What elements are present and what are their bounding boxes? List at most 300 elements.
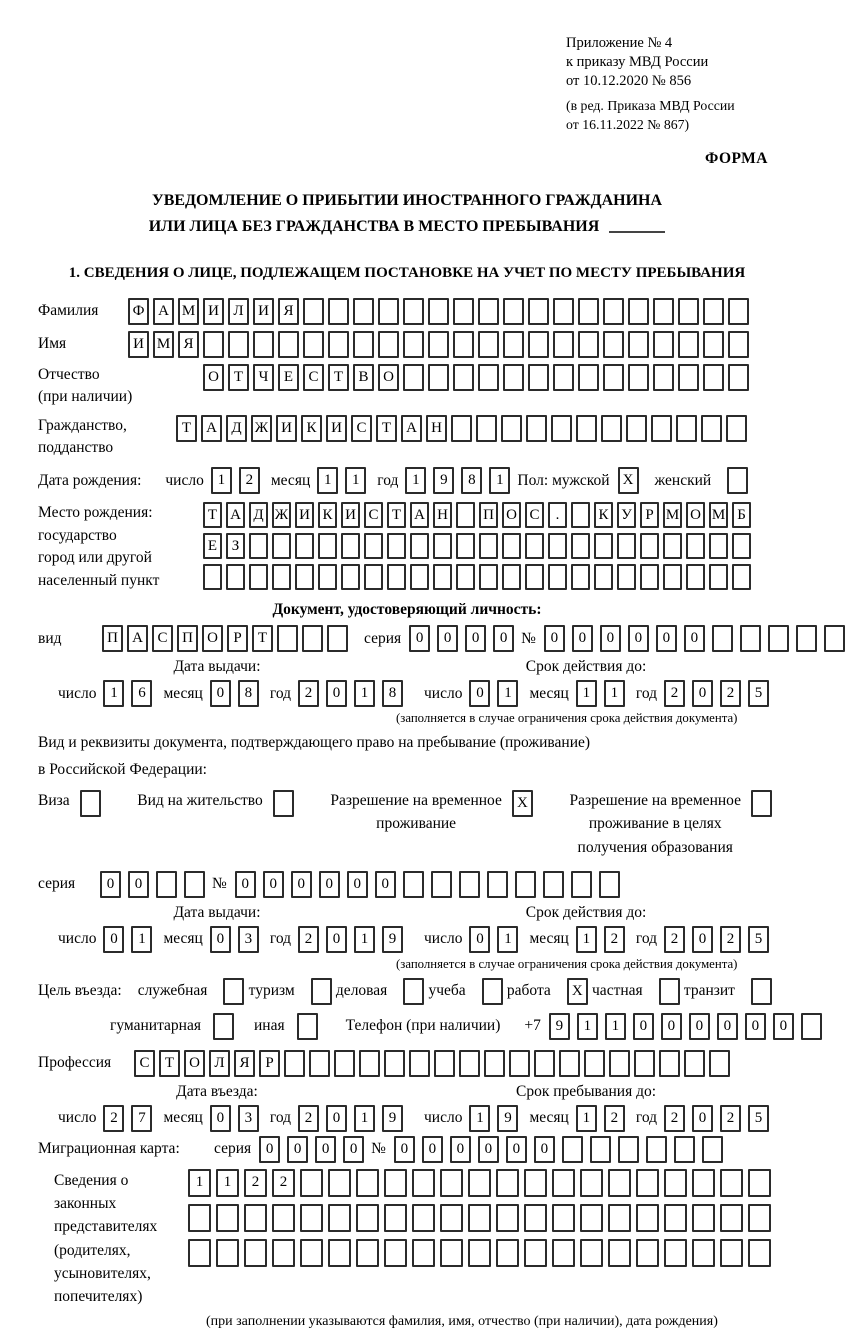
char-box[interactable] [387, 533, 406, 559]
migration-card-series-boxes[interactable] [259, 1136, 371, 1163]
char-box[interactable] [534, 1050, 555, 1077]
char-box[interactable] [732, 533, 751, 559]
char-box[interactable] [203, 564, 222, 590]
char-box[interactable] [356, 1204, 379, 1232]
char-box[interactable]: 0 [478, 1136, 499, 1163]
char-box[interactable]: Л [209, 1050, 230, 1077]
char-box[interactable]: 3 [238, 1105, 259, 1132]
char-box[interactable]: Д [249, 502, 268, 528]
char-box[interactable] [364, 564, 383, 590]
char-box[interactable] [484, 1050, 505, 1077]
entry-year-boxes[interactable] [298, 1105, 410, 1132]
char-box[interactable]: Н [426, 415, 447, 442]
char-box[interactable] [433, 564, 452, 590]
char-box[interactable]: 0 [210, 1105, 231, 1132]
char-box[interactable] [609, 1050, 630, 1077]
char-box[interactable]: М [709, 502, 728, 528]
birthplace-row1-boxes[interactable] [203, 502, 755, 528]
char-box[interactable]: И [295, 502, 314, 528]
char-box[interactable] [594, 564, 613, 590]
char-box[interactable] [496, 1169, 519, 1197]
char-box[interactable]: 5 [748, 680, 769, 707]
char-box[interactable] [409, 1050, 430, 1077]
char-box[interactable]: Н [433, 502, 452, 528]
char-box[interactable] [223, 978, 244, 1005]
char-box[interactable] [356, 1239, 379, 1267]
char-box[interactable]: Т [387, 502, 406, 528]
char-box[interactable]: 0 [544, 625, 565, 652]
char-box[interactable] [801, 1013, 822, 1040]
char-box[interactable] [580, 1169, 603, 1197]
char-box[interactable]: 2 [720, 1105, 741, 1132]
char-box[interactable]: 1 [469, 1105, 490, 1132]
char-box[interactable] [618, 1136, 639, 1163]
char-box[interactable] [302, 625, 323, 652]
char-box[interactable] [459, 871, 480, 898]
char-box[interactable] [328, 1239, 351, 1267]
char-box[interactable]: 1 [131, 926, 152, 953]
char-box[interactable]: 8 [461, 467, 482, 494]
char-box[interactable] [295, 533, 314, 559]
char-box[interactable]: X [567, 978, 588, 1005]
char-box[interactable] [303, 331, 324, 358]
char-box[interactable]: 1 [497, 926, 518, 953]
char-box[interactable] [428, 298, 449, 325]
char-box[interactable]: 0 [128, 871, 149, 898]
char-box[interactable]: 0 [684, 625, 705, 652]
char-box[interactable]: 2 [298, 926, 319, 953]
char-box[interactable]: 0 [600, 625, 621, 652]
char-box[interactable] [703, 331, 724, 358]
char-box[interactable] [571, 502, 590, 528]
char-box[interactable] [502, 533, 521, 559]
char-box[interactable] [341, 533, 360, 559]
char-box[interactable]: Р [227, 625, 248, 652]
char-box[interactable] [578, 331, 599, 358]
char-box[interactable]: М [153, 331, 174, 358]
stay-valid-day-boxes[interactable] [469, 926, 525, 953]
char-box[interactable] [608, 1169, 631, 1197]
char-box[interactable]: К [594, 502, 613, 528]
legal-reps-row3-boxes[interactable] [188, 1239, 776, 1267]
option-temp-residence-education-checkbox[interactable] [751, 789, 776, 817]
char-box[interactable] [659, 978, 680, 1005]
citizenship-boxes[interactable] [176, 415, 751, 442]
char-box[interactable] [300, 1169, 323, 1197]
char-box[interactable] [524, 1239, 547, 1267]
stay-issue-day-boxes[interactable] [103, 926, 159, 953]
char-box[interactable] [479, 564, 498, 590]
char-box[interactable]: 9 [549, 1013, 570, 1040]
char-box[interactable] [552, 1169, 575, 1197]
char-box[interactable]: 0 [450, 1136, 471, 1163]
char-box[interactable] [663, 533, 682, 559]
char-box[interactable]: У [617, 502, 636, 528]
char-box[interactable]: 1 [576, 680, 597, 707]
char-box[interactable]: О [502, 502, 521, 528]
char-box[interactable] [628, 331, 649, 358]
char-box[interactable]: К [301, 415, 322, 442]
char-box[interactable] [328, 298, 349, 325]
char-box[interactable]: Т [252, 625, 273, 652]
entry-month-boxes[interactable] [210, 1105, 266, 1132]
char-box[interactable] [487, 871, 508, 898]
char-box[interactable] [478, 364, 499, 391]
char-box[interactable]: 2 [239, 467, 260, 494]
char-box[interactable] [353, 331, 374, 358]
char-box[interactable] [410, 564, 429, 590]
char-box[interactable] [636, 1169, 659, 1197]
char-box[interactable] [526, 415, 547, 442]
char-box[interactable]: 0 [210, 926, 231, 953]
char-box[interactable]: Т [159, 1050, 180, 1077]
char-box[interactable] [640, 533, 659, 559]
char-box[interactable] [213, 1013, 234, 1040]
char-box[interactable]: О [378, 364, 399, 391]
option-visa-checkbox[interactable] [80, 789, 105, 817]
char-box[interactable] [590, 1136, 611, 1163]
char-box[interactable] [478, 331, 499, 358]
char-box[interactable]: А [153, 298, 174, 325]
char-box[interactable]: 0 [409, 625, 430, 652]
char-box[interactable]: X [618, 467, 639, 494]
char-box[interactable] [571, 533, 590, 559]
char-box[interactable]: 0 [315, 1136, 336, 1163]
char-box[interactable] [478, 298, 499, 325]
char-box[interactable] [297, 1013, 318, 1040]
char-box[interactable] [482, 978, 503, 1005]
phone-boxes[interactable] [549, 1013, 829, 1040]
char-box[interactable]: 0 [326, 680, 347, 707]
char-box[interactable] [543, 871, 564, 898]
char-box[interactable]: 2 [720, 926, 741, 953]
char-box[interactable]: Д [226, 415, 247, 442]
char-box[interactable]: 0 [291, 871, 312, 898]
char-box[interactable] [378, 331, 399, 358]
char-box[interactable] [524, 1169, 547, 1197]
char-box[interactable] [653, 364, 674, 391]
birth-day-boxes[interactable] [211, 467, 267, 494]
char-box[interactable] [356, 1169, 379, 1197]
char-box[interactable] [571, 564, 590, 590]
char-box[interactable] [712, 625, 733, 652]
char-box[interactable]: 2 [298, 1105, 319, 1132]
char-box[interactable]: А [201, 415, 222, 442]
char-box[interactable] [403, 978, 424, 1005]
char-box[interactable]: 0 [326, 1105, 347, 1132]
char-box[interactable]: К [318, 502, 337, 528]
char-box[interactable] [384, 1204, 407, 1232]
char-box[interactable]: 2 [298, 680, 319, 707]
char-box[interactable] [584, 1050, 605, 1077]
id-doc-type-boxes[interactable] [102, 625, 352, 652]
char-box[interactable] [328, 1169, 351, 1197]
char-box[interactable]: М [178, 298, 199, 325]
char-box[interactable]: 0 [343, 1136, 364, 1163]
char-box[interactable] [603, 331, 624, 358]
char-box[interactable] [226, 564, 245, 590]
char-box[interactable] [528, 364, 549, 391]
char-box[interactable] [594, 533, 613, 559]
char-box[interactable] [412, 1239, 435, 1267]
char-box[interactable]: 1 [103, 680, 124, 707]
char-box[interactable]: 1 [216, 1169, 239, 1197]
char-box[interactable]: А [226, 502, 245, 528]
char-box[interactable] [515, 871, 536, 898]
char-box[interactable] [678, 331, 699, 358]
char-box[interactable] [249, 533, 268, 559]
char-box[interactable] [456, 533, 475, 559]
char-box[interactable] [548, 564, 567, 590]
id-valid-year-boxes[interactable] [664, 680, 776, 707]
char-box[interactable] [403, 871, 424, 898]
char-box[interactable] [272, 533, 291, 559]
char-box[interactable] [216, 1239, 239, 1267]
char-box[interactable] [634, 1050, 655, 1077]
char-box[interactable] [327, 625, 348, 652]
char-box[interactable] [244, 1239, 267, 1267]
char-box[interactable]: Е [203, 533, 222, 559]
char-box[interactable]: 0 [745, 1013, 766, 1040]
char-box[interactable] [387, 564, 406, 590]
char-box[interactable]: И [253, 298, 274, 325]
char-box[interactable]: Т [176, 415, 197, 442]
patronymic-boxes[interactable] [203, 364, 753, 391]
char-box[interactable]: 0 [103, 926, 124, 953]
id-doc-series-boxes[interactable] [409, 625, 521, 652]
char-box[interactable] [553, 364, 574, 391]
char-box[interactable]: 9 [497, 1105, 518, 1132]
char-box[interactable]: В [353, 364, 374, 391]
char-box[interactable]: П [479, 502, 498, 528]
purpose-work-checkbox[interactable] [567, 978, 592, 1005]
profession-boxes[interactable] [134, 1050, 734, 1077]
firstname-boxes[interactable] [128, 331, 753, 358]
char-box[interactable] [751, 790, 772, 817]
char-box[interactable]: . [548, 502, 567, 528]
char-box[interactable]: 9 [433, 467, 454, 494]
char-box[interactable]: 9 [382, 926, 403, 953]
char-box[interactable] [559, 1050, 580, 1077]
char-box[interactable] [272, 564, 291, 590]
char-box[interactable] [440, 1169, 463, 1197]
char-box[interactable]: 0 [100, 871, 121, 898]
char-box[interactable]: 0 [235, 871, 256, 898]
char-box[interactable] [740, 625, 761, 652]
char-box[interactable] [732, 564, 751, 590]
char-box[interactable]: 2 [664, 1105, 685, 1132]
char-box[interactable]: О [686, 502, 705, 528]
purpose-other-checkbox[interactable] [297, 1013, 322, 1040]
char-box[interactable] [80, 790, 101, 817]
char-box[interactable]: П [102, 625, 123, 652]
char-box[interactable] [318, 564, 337, 590]
char-box[interactable]: 2 [272, 1169, 295, 1197]
char-box[interactable]: 2 [604, 1105, 625, 1132]
char-box[interactable] [359, 1050, 380, 1077]
char-box[interactable] [678, 298, 699, 325]
char-box[interactable] [309, 1050, 330, 1077]
char-box[interactable]: 9 [382, 1105, 403, 1132]
char-box[interactable] [476, 415, 497, 442]
char-box[interactable] [548, 533, 567, 559]
char-box[interactable] [525, 564, 544, 590]
char-box[interactable]: 1 [604, 680, 625, 707]
char-box[interactable] [188, 1204, 211, 1232]
char-box[interactable]: М [663, 502, 682, 528]
char-box[interactable] [412, 1169, 435, 1197]
id-valid-month-boxes[interactable] [576, 680, 632, 707]
char-box[interactable] [646, 1136, 667, 1163]
char-box[interactable]: А [410, 502, 429, 528]
char-box[interactable] [284, 1050, 305, 1077]
char-box[interactable]: А [401, 415, 422, 442]
entry-day-boxes[interactable] [103, 1105, 159, 1132]
char-box[interactable] [468, 1169, 491, 1197]
sex-female-checkbox[interactable] [727, 467, 752, 494]
id-issue-day-boxes[interactable] [103, 680, 159, 707]
char-box[interactable]: 5 [748, 1105, 769, 1132]
char-box[interactable]: 2 [664, 680, 685, 707]
char-box[interactable] [676, 415, 697, 442]
char-box[interactable] [580, 1239, 603, 1267]
legal-reps-row2-boxes[interactable] [188, 1204, 776, 1232]
char-box[interactable] [188, 1239, 211, 1267]
char-box[interactable]: 0 [319, 871, 340, 898]
stay-doc-series-boxes[interactable] [100, 871, 212, 898]
char-box[interactable]: 0 [534, 1136, 555, 1163]
char-box[interactable]: 0 [210, 680, 231, 707]
char-box[interactable] [156, 871, 177, 898]
char-box[interactable]: И [203, 298, 224, 325]
char-box[interactable]: 1 [405, 467, 426, 494]
char-box[interactable] [748, 1239, 771, 1267]
char-box[interactable]: 0 [656, 625, 677, 652]
char-box[interactable] [528, 331, 549, 358]
purpose-transit-checkbox[interactable] [751, 978, 776, 1005]
char-box[interactable] [664, 1239, 687, 1267]
id-issue-year-boxes[interactable] [298, 680, 410, 707]
char-box[interactable] [551, 415, 572, 442]
char-box[interactable] [272, 1239, 295, 1267]
char-box[interactable]: И [326, 415, 347, 442]
char-box[interactable]: 0 [773, 1013, 794, 1040]
char-box[interactable] [580, 1204, 603, 1232]
char-box[interactable]: С [364, 502, 383, 528]
char-box[interactable] [496, 1204, 519, 1232]
char-box[interactable] [824, 625, 845, 652]
char-box[interactable] [456, 502, 475, 528]
char-box[interactable] [720, 1239, 743, 1267]
char-box[interactable] [300, 1204, 323, 1232]
char-box[interactable] [216, 1204, 239, 1232]
char-box[interactable] [726, 415, 747, 442]
char-box[interactable] [608, 1239, 631, 1267]
char-box[interactable] [384, 1169, 407, 1197]
char-box[interactable] [434, 1050, 455, 1077]
char-box[interactable] [453, 364, 474, 391]
char-box[interactable]: 0 [469, 926, 490, 953]
char-box[interactable]: Т [203, 502, 222, 528]
purpose-official-checkbox[interactable] [223, 978, 248, 1005]
char-box[interactable] [431, 871, 452, 898]
char-box[interactable] [703, 298, 724, 325]
char-box[interactable] [403, 331, 424, 358]
char-box[interactable] [552, 1204, 575, 1232]
stay-issue-month-boxes[interactable] [210, 926, 266, 953]
char-box[interactable]: 2 [664, 926, 685, 953]
char-box[interactable]: Е [278, 364, 299, 391]
char-box[interactable]: Ж [272, 502, 291, 528]
char-box[interactable] [728, 331, 749, 358]
char-box[interactable] [525, 533, 544, 559]
char-box[interactable]: С [303, 364, 324, 391]
char-box[interactable]: 5 [748, 926, 769, 953]
surname-boxes[interactable] [128, 298, 753, 325]
char-box[interactable] [341, 564, 360, 590]
char-box[interactable] [692, 1204, 715, 1232]
char-box[interactable]: Я [278, 298, 299, 325]
char-box[interactable] [653, 298, 674, 325]
char-box[interactable] [727, 467, 748, 494]
char-box[interactable] [640, 564, 659, 590]
char-box[interactable]: Ч [253, 364, 274, 391]
char-box[interactable] [303, 298, 324, 325]
char-box[interactable] [603, 298, 624, 325]
char-box[interactable]: 0 [572, 625, 593, 652]
char-box[interactable] [552, 1239, 575, 1267]
char-box[interactable] [428, 331, 449, 358]
sex-male-checkbox[interactable] [618, 467, 643, 494]
char-box[interactable]: 1 [576, 1105, 597, 1132]
char-box[interactable] [664, 1204, 687, 1232]
option-residence-checkbox[interactable] [273, 789, 298, 817]
char-box[interactable]: 1 [354, 1105, 375, 1132]
char-box[interactable] [353, 298, 374, 325]
char-box[interactable] [278, 331, 299, 358]
char-box[interactable]: 8 [238, 680, 259, 707]
char-box[interactable] [433, 533, 452, 559]
char-box[interactable] [768, 625, 789, 652]
char-box[interactable] [451, 415, 472, 442]
char-box[interactable] [384, 1239, 407, 1267]
char-box[interactable]: 2 [244, 1169, 267, 1197]
char-box[interactable]: 0 [375, 871, 396, 898]
char-box[interactable] [272, 1204, 295, 1232]
char-box[interactable] [571, 871, 592, 898]
char-box[interactable]: 0 [287, 1136, 308, 1163]
char-box[interactable]: 0 [689, 1013, 710, 1040]
stay-valid-month-boxes[interactable] [576, 926, 632, 953]
char-box[interactable] [674, 1136, 695, 1163]
stay-doc-number-boxes[interactable] [235, 871, 627, 898]
id-issue-month-boxes[interactable] [210, 680, 266, 707]
char-box[interactable] [720, 1204, 743, 1232]
char-box[interactable]: И [276, 415, 297, 442]
char-box[interactable]: С [525, 502, 544, 528]
char-box[interactable] [328, 331, 349, 358]
char-box[interactable] [334, 1050, 355, 1077]
birth-month-boxes[interactable] [317, 467, 373, 494]
char-box[interactable] [709, 564, 728, 590]
char-box[interactable]: 6 [131, 680, 152, 707]
char-box[interactable]: 1 [345, 467, 366, 494]
char-box[interactable]: Л [228, 298, 249, 325]
purpose-tourism-checkbox[interactable] [311, 978, 336, 1005]
char-box[interactable]: Т [328, 364, 349, 391]
char-box[interactable]: 1 [354, 680, 375, 707]
char-box[interactable]: 1 [211, 467, 232, 494]
